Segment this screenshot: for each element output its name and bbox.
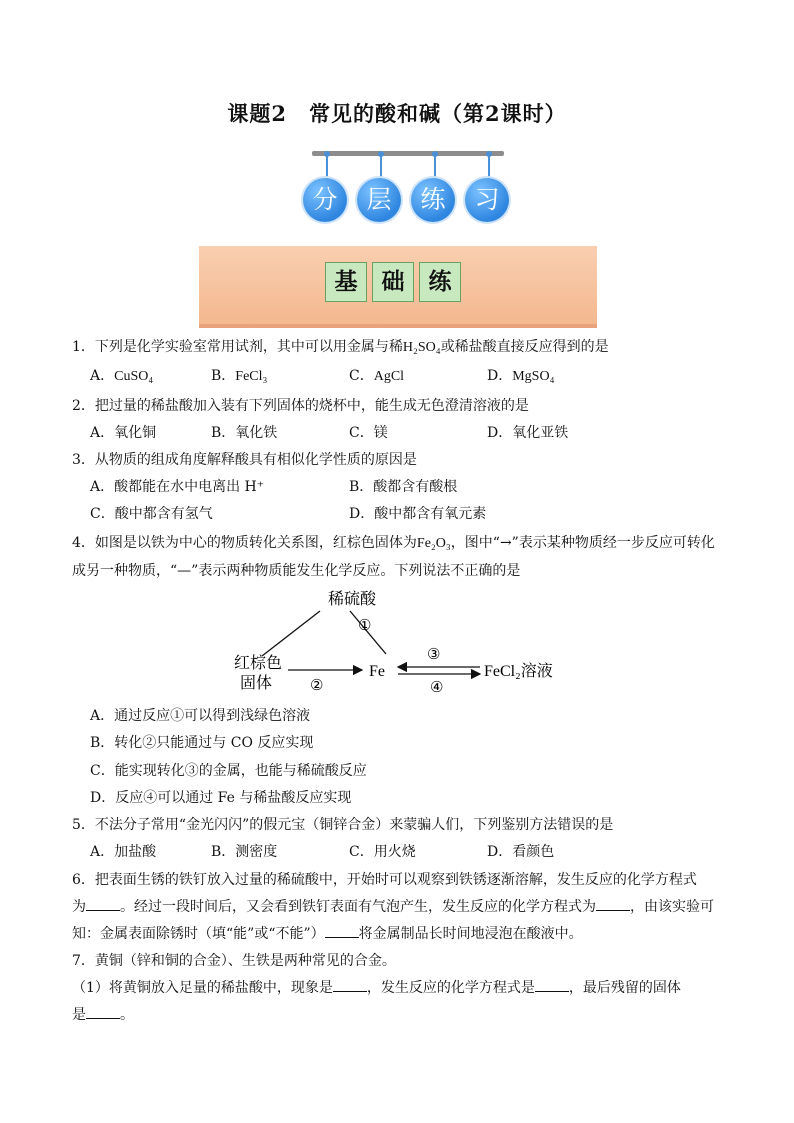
q5-stem: 5．不法分子常用“金光闪闪”的假元宝（铜锌合金）来蒙骗人们，下列鉴别方法错误的是 (72, 817, 614, 833)
q6-line1: 6．把表面生锈的铁钉放入过量的稀硫酸中，开始时可以观察到铁锈逐渐溶解，发生反应的化学方程式 (72, 872, 697, 888)
diag-label-fecl2: FeCl₂溶液 (484, 663, 553, 680)
q5-option-d: D．看颜色 (487, 844, 555, 860)
q3-option-c: C．酸中都含有氢气 (90, 506, 213, 522)
q7-blank-3[interactable] (86, 1006, 120, 1019)
q3-stem: 3．从物质的组成角度解释酸具有相似化学性质的原因是 (72, 452, 417, 468)
q2-option-d: D．氧化亚铁 (487, 425, 569, 441)
q4-diagram (222, 584, 582, 702)
q1-option-a: A．CuSO₄ (90, 368, 154, 384)
q6-blank-2[interactable] (596, 898, 630, 911)
q5-option-b: B．测密度 (211, 844, 278, 860)
q3-option-b: B．酸都含有酸根 (349, 479, 458, 495)
section-char-1: 基 (325, 262, 367, 302)
diag-label-acid: 稀硫酸 (328, 589, 377, 608)
diag-num-3: ③ (427, 645, 441, 663)
q6-line2: 为 。经过一段时间后，又会看到铁钉表面有气泡产生，发生反应的化学方程式为 ，由该实验可 (72, 899, 714, 915)
diag-num-1: ① (358, 616, 372, 634)
q5-option-a: A．加盐酸 (90, 844, 157, 860)
diag-num-4: ④ (430, 678, 444, 696)
q6-blank-1[interactable] (86, 898, 120, 911)
q1-option-b: B．FeCl₃ (211, 368, 268, 384)
q5-option-c: C．用火烧 (349, 844, 416, 860)
page-title: 课题2 常见的酸和碱（第2课时） (227, 101, 567, 126)
layer-circle-1: 分 (303, 178, 347, 222)
q2-stem: 2．把过量的稀盐酸加入装有下列固体的烧杯中，能生成无色澄清溶液的是 (72, 398, 529, 414)
q7-stem: 7．黄铜（锌和铜的合金）、生铁是两种常见的合金。 (72, 953, 396, 969)
q1-option-c: C．AgCl (349, 368, 405, 384)
q7-blank-1[interactable] (333, 979, 367, 992)
q6-line3: 知：金属表面除锈时（填“能”或“不能”） 将金属制品长时间地浸泡在酸液中。 (72, 926, 583, 942)
q4-option-b: B．转化②只能通过与 CO 反应实现 (90, 735, 314, 751)
q4-option-a: A．通过反应①可以得到浅绿色溶液 (90, 708, 311, 724)
q1-option-d: D．MgSO₄ (487, 368, 555, 384)
section-char-3: 练 (419, 262, 461, 302)
decor-rod (312, 151, 504, 156)
q7-part1-line1: （1）将黄铜放入足量的稀盐酸中，现象是 ，发生反应的化学方程式是 ，最后残留的固体 (72, 980, 681, 996)
layer-circle-4: 习 (465, 178, 509, 222)
q4-option-c: C．能实现转化③的金属，也能与稀硫酸反应 (90, 763, 367, 779)
section-char-2: 础 (372, 262, 414, 302)
q4-option-d: D．反应④可以通过 Fe 与稀盐酸反应实现 (90, 790, 352, 806)
q7-blank-2[interactable] (535, 979, 569, 992)
diag-num-2: ② (310, 676, 324, 694)
q1-stem: 1．下列是化学实验室常用试剂，其中可以用金属与稀H₂SO₄或稀盐酸直接反应得到的是 (72, 339, 609, 355)
q6-blank-3[interactable] (325, 925, 359, 938)
diag-line-acid-oxide (262, 611, 320, 656)
q3-option-d: D．酸中都含有氧元素 (349, 506, 487, 522)
q3-option-a: A．酸都能在水中电离出 H⁺ (90, 479, 265, 495)
q2-option-a: A．氧化铜 (90, 425, 157, 441)
layer-circle-3: 练 (411, 178, 455, 222)
q7-part1-line2: 是 。 (72, 1007, 134, 1023)
layer-circle-2: 层 (357, 178, 401, 222)
q2-option-b: B．氧化铁 (211, 425, 278, 441)
q4-stem-line1: 4．如图是以铁为中心的物质转化关系图，红棕色固体为Fe₂O₃，图中“→”表示某种物质经一步反应可转化 (72, 535, 715, 551)
diag-label-oxide-1: 红棕色 (234, 653, 283, 672)
q2-option-c: C．镁 (349, 425, 388, 441)
q4-stem-line2: 成另一种物质，“—”表示两种物质能发生化学反应。下列说法不正确的是 (72, 563, 521, 579)
diag-label-oxide-2: 固体 (240, 673, 273, 692)
diag-label-fe: Fe (369, 663, 385, 680)
